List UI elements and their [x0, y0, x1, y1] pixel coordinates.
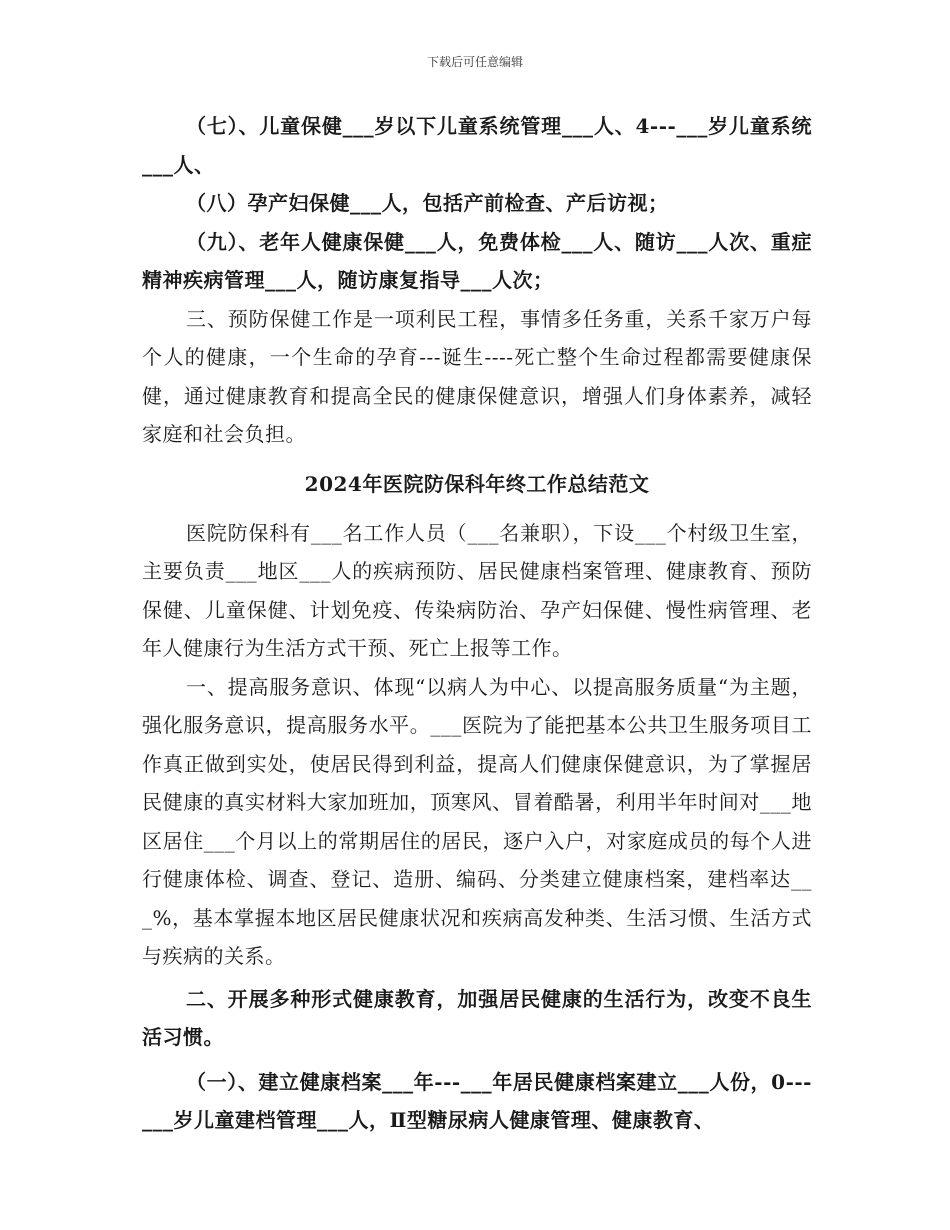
- paragraph-prevention-summary: 三、预防保健工作是一项利民工程，事情多任务重，关系千家万户每个人的健康，一个生命的孕育---诞生----死亡整个生命过程都需要健康保健，通过健康教育和提高全民的健康保健意识，增强人们身体素养，减轻家庭和社会负担。: [142, 306, 812, 446]
- paragraph-department-intro: 医院防保科有___名工作人员（___名兼职），下设___个村级卫生室，主要负责___地区___人的疾病预防、居民健康档案管理、健康教育、预防保健、儿童保健、计划免疫、传染病防治、孕产妇保健、慢性病管理、老年人健康行为生活方式干预、死亡上报等工作。: [142, 520, 812, 660]
- paragraph-maternal-health: （八）孕产妇保健___人，包括产前检查、产后访视；: [186, 191, 669, 215]
- paragraph-health-education-heading: 二、开展多种形式健康教育，加强居民健康的生活行为，改变不良生活习惯。: [142, 986, 812, 1049]
- paragraph-child-health: （七）、儿童保健___岁以下儿童系统管理___人、4---___岁儿童系统___人、: [142, 114, 812, 177]
- document-body: [142, 107, 812, 1140]
- paragraph-health-records: （一）、建立健康档案___年---___年居民健康档案建立___人份，0---___岁儿童建档管理___人，Ⅱ型糖尿病人健康管理、健康教育、: [142, 1069, 812, 1132]
- paragraph-elderly-health: （九）、老年人健康保健___人，免费体检___人、随访___人次、重症精神疾病管理___人，随访康复指导___人次；: [142, 229, 812, 292]
- header-note: 下载后可任意编辑: [426, 55, 523, 69]
- section-title: 2024年医院防保科年终工作总结范文: [304, 471, 650, 496]
- paragraph-service-awareness: 一、提高服务意识、体现“以病人为中心、以提高服务质量“为主题，强化服务意识，提高服务水平。___医院为了能把基本公共卫生服务项目工作真正做到实处，使居民得到利益，提高人们健康保健意识，为了掌握居民健康的真实材料大家加班加，顶寒风、冒着酷暑，利用半年时间对___地区居住___个月以上的常期居住的居民，逐户入户，对家庭成员的每个人进行健康体检、调查、登记、造册、编码、分类建立健康档案，建档率达___%，基本掌握本地区居民健康状况和疾病高发种类、生活习惯、生活方式与疾病的关系。: [142, 674, 812, 968]
